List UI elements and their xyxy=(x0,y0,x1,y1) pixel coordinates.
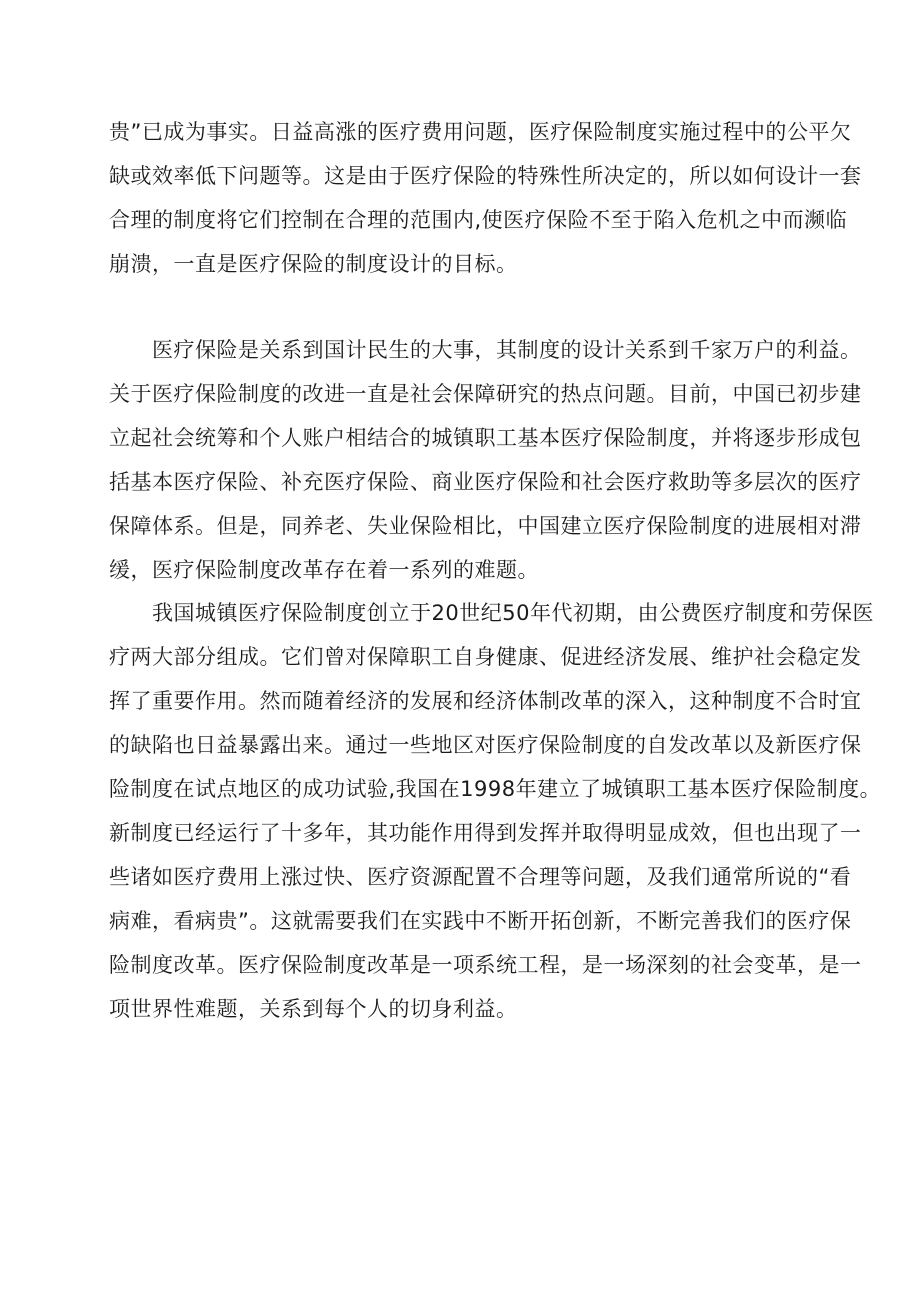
paragraph-3 xyxy=(109,591,882,1031)
paragraph-line: 括基本医疗保险、补充医疗保险、商业医疗保险和社会医疗救助等多层次的医疗 xyxy=(109,470,862,494)
paragraph-line: 病难，看病贵”。这就需要我们在实践中不断开拓创新，不断完善我们的医疗保 xyxy=(109,909,852,933)
paragraph-line: 挥了重要作用。然而随着经济的发展和经济体制改革的深入，这种制度不合时宜 xyxy=(109,689,862,713)
paragraph-line: 险制度在试点地区的成功试验,我国在1998年建立了城镇职工基本医疗保险制度。 xyxy=(109,777,882,801)
paragraph-line: 关于医疗保险制度的改进一直是社会保障研究的热点问题。目前，中国已初步建 xyxy=(109,382,862,406)
paragraph-line: 疗两大部分组成。它们曾对保障职工自身健康、促进经济发展、维护社会稳定发 xyxy=(109,645,862,669)
paragraph-line: 立起社会统筹和个人账户相结合的城镇职工基本医疗保险制度，并将逐步形成包 xyxy=(109,426,862,450)
paragraph-line: 医疗保险是关系到国计民生的大事，其制度的设计关系到千家万户的利益。 xyxy=(109,338,862,362)
paragraph-line: 缓，医疗保险制度改革存在着一系列的难题。 xyxy=(109,558,539,582)
paragraph-line: 新制度已经运行了十多年，其功能作用得到发挥并取得明显成效，但也出现了一 xyxy=(109,821,862,845)
paragraph-line: 的缺陷也日益暴露出来。通过一些地区对医疗保险制度的自发改革以及新医疗保 xyxy=(109,733,862,757)
paragraph-line: 险制度改革。医疗保险制度改革是一项系统工程，是一场深刻的社会变革，是一 xyxy=(109,953,862,977)
paragraph-line: 些诸如医疗费用上涨过快、医疗资源配置不合理等问题，及我们通常所说的“看 xyxy=(109,865,852,889)
paragraph-line: 项世界性难题，关系到每个人的切身利益。 xyxy=(109,997,518,1021)
paragraph-line: 崩溃，一直是医疗保险的制度设计的目标。 xyxy=(109,252,518,276)
paragraph-2 xyxy=(109,328,862,592)
paragraph-line: 贵”已成为事实。日益高涨的医疗费用问题，医疗保险制度实施过程中的公平欠 xyxy=(109,120,852,144)
paragraph-line: 我国城镇医疗保险制度创立于20世纪50年代初期，由公费医疗制度和劳保医 xyxy=(109,601,874,625)
paragraph-1 xyxy=(109,110,862,286)
paragraph-line: 合理的制度将它们控制在合理的范围内,使医疗保险不至于陷入危机之中而濒临 xyxy=(109,208,848,232)
paragraph-line: 保障体系。但是，同养老、失业保险相比，中国建立医疗保险制度的进展相对滞 xyxy=(109,514,862,538)
paragraph-line: 缺或效率低下问题等。这是由于医疗保险的特殊性所决定的，所以如何设计一套 xyxy=(109,164,862,188)
